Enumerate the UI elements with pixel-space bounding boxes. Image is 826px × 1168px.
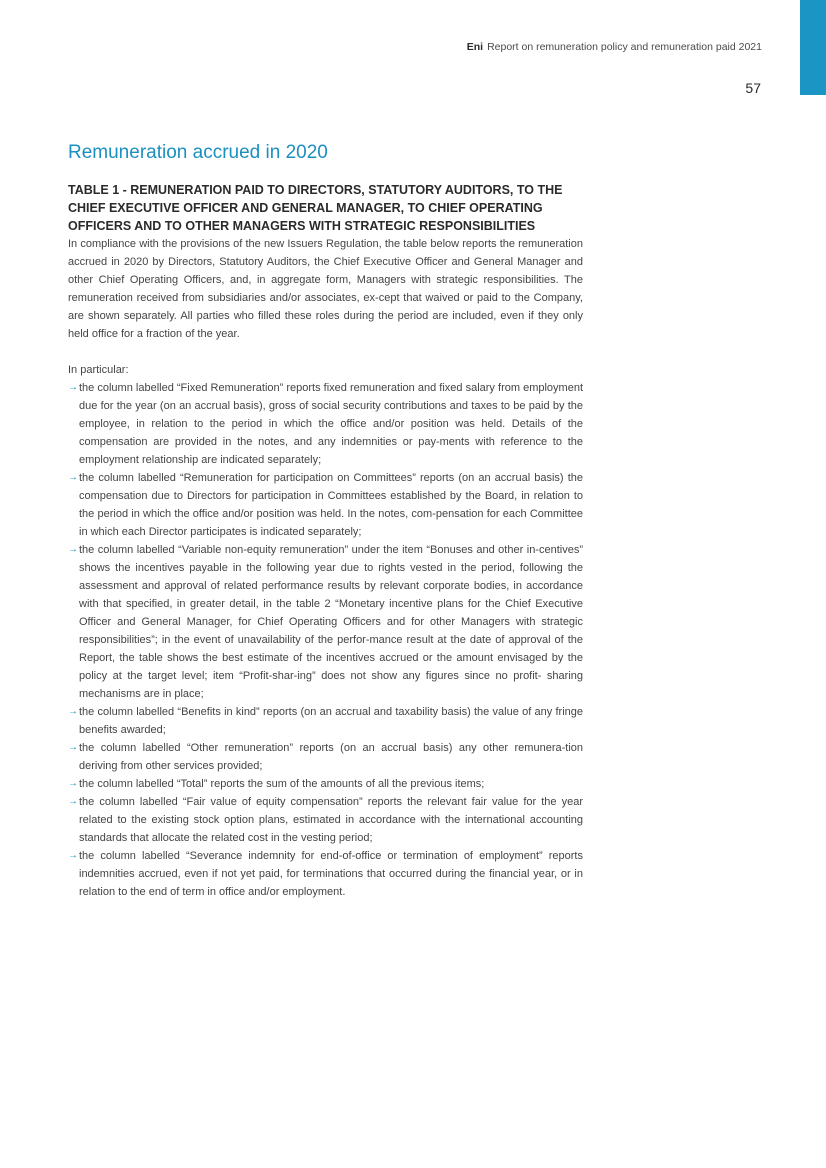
lead-in-text: In particular:	[68, 364, 129, 376]
page-number: 57	[745, 80, 761, 96]
list-item	[68, 775, 583, 793]
list-item-text: the column labelled “Severance indemnity for end-of-office or termination of employment” reports indemnities accrued, even if not yet paid, for terminations that occurred during the financial year, or in relation to the end of term in office and/or employment.	[79, 850, 583, 898]
list-item-text: the column labelled “Fixed Remuneration” reports fixed remuneration and fixed salary from employment due for the year (on an accrual basis), gross of social security contributions and taxes to be paid by the employee, in relation to the period in which the office and/or position was held. Details of the compensation are provided in the notes, and any indemnities or pay-ments with reference to the employment relationship are indicated separately;	[79, 382, 583, 466]
list-item	[68, 793, 583, 847]
list-item	[68, 703, 583, 739]
arrow-right-icon: →	[68, 544, 78, 555]
list-item	[68, 379, 583, 469]
brand-name: Eni	[466, 41, 484, 53]
corner-color-tab	[800, 0, 826, 95]
list-item-text: the column labelled “Variable non-equity remuneration” under the item “Bonuses and other in-centives” shows the incentives payable in the following year due to rights vested in the period, following the assessment and approval of related performance results by relevant corporate bodies, in accordance with that specified, in greater detail, in the table 2 “Monetary incentive plans for the Chief Executive Officer and General Manager, for Chief Operating Officers and for other Managers with strategic responsibilities”; in the event of unavailability of the perfor-mance result at the date of approval of the Report, the table shows the best estimate of the incentives accrued or the amount envisaged by the policy at the target level; item “Profit-shar-ing” does not show any figures since no profit- sharing mechanisms are in place;	[79, 544, 583, 700]
arrow-right-icon: →	[68, 472, 78, 483]
table-heading: TABLE 1 - REMUNERATION PAID TO DIRECTORS, STATUTORY AUDITORS, TO THE CHIEF EXECUTIVE OFFICER AND GENERAL MANAGER, TO CHIEF OPERATING OFFICERS AND TO OTHER MANAGERS WITH STRATEGIC RESPONSIBILITIES	[68, 183, 563, 233]
report-title: Report on remuneration policy and remuneration paid 2021	[487, 41, 762, 53]
list-item	[68, 469, 583, 541]
arrow-right-icon: →	[68, 382, 78, 393]
arrow-right-icon: →	[68, 706, 78, 717]
list-item	[68, 541, 583, 703]
arrow-right-icon: →	[68, 850, 78, 861]
arrow-right-icon: →	[68, 742, 78, 753]
intro-paragraph: In compliance with the provisions of the new Issuers Regulation, the table below reports the remuneration accrued in 2020 by Directors, Statutory Auditors, the Chief Executive Officer and General Manager and other Chief Operating Officers, and, in aggregate form, Managers with strategic responsibilities. The remuneration received from subsidiaries and/or associates, ex-cept that waived or paid to the Company, are shown separately. All parties who filled these roles during the period are included, even if they only held office for a fraction of the year.	[68, 238, 583, 340]
list-item-text: the column labelled “Total” reports the sum of the amounts of all the previous items;	[79, 778, 485, 790]
list-item	[68, 739, 583, 775]
list-item-text: the column labelled “Fair value of equity compensation” reports the relevant fair value for the year related to the existing stock option plans, estimated in accordance with the international accounting standards that allocate the related cost in the vesting period;	[79, 796, 583, 844]
section-title: Remuneration accrued in 2020	[68, 142, 328, 163]
bullet-list	[68, 379, 583, 901]
arrow-right-icon: →	[68, 796, 78, 807]
list-item	[68, 847, 583, 901]
list-item-text: the column labelled “Benefits in kind” reports (on an accrual and taxability basis) the value of any fringe benefits awarded;	[79, 706, 583, 736]
list-item-text: the column labelled “Remuneration for participation on Committees” reports (on an accrual basis) the compensation due to Directors for participation in Committees established by the Board, in relation to the period in which the office and/or position was held. In the notes, com-pensation for each Committee in which each Director participates is indicated separately;	[79, 472, 583, 538]
running-header	[467, 41, 762, 53]
main-content	[68, 140, 583, 901]
list-item-text: the column labelled “Other remuneration” reports (on an accrual basis) any other remunera-tion deriving from other services provided;	[79, 742, 583, 772]
arrow-right-icon: →	[68, 778, 78, 789]
